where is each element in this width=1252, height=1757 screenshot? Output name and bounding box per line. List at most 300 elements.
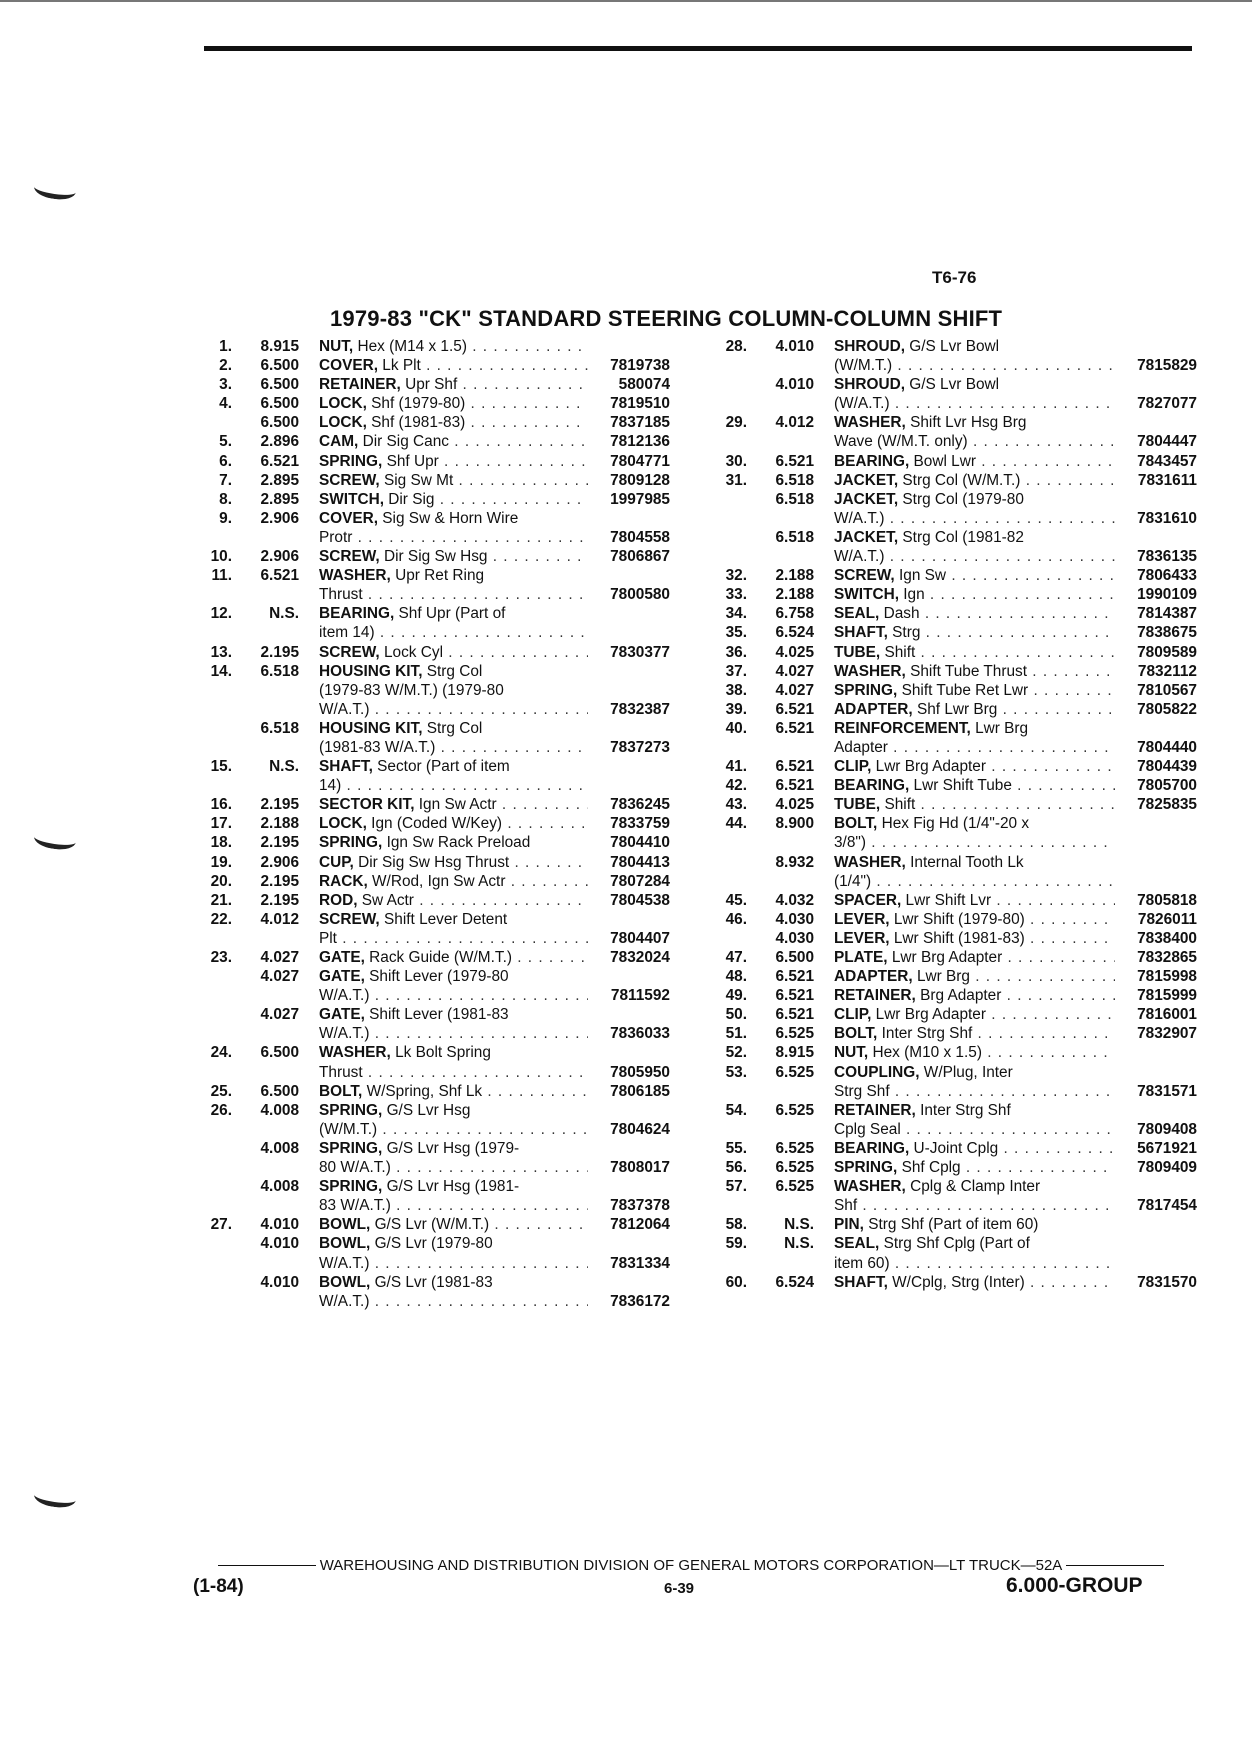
part-name: WASHER, (834, 414, 906, 432)
part-description (814, 1234, 1115, 1253)
part-name: SPRING, (319, 834, 383, 852)
parts-row (190, 1215, 670, 1234)
parts-row (190, 623, 670, 642)
parts-row (705, 853, 1197, 872)
part-name: LEVER, (834, 910, 890, 928)
part-detail: G/S Lvr Bowl (904, 338, 1000, 355)
item-number: 18. (210, 834, 232, 852)
item-number: 13. (210, 643, 232, 661)
parts-row (190, 662, 670, 681)
parts-row (190, 471, 670, 490)
part-number: 7804538 (588, 891, 670, 910)
part-description (299, 566, 588, 585)
part-number: 7832112 (1115, 662, 1197, 681)
part-description (299, 528, 588, 547)
part-detail: Ign Sw Actr (414, 796, 497, 814)
part-detail: Protr (319, 528, 353, 546)
part-number (588, 681, 670, 700)
part-detail: Shift Tube Ret Lwr (897, 681, 1029, 699)
part-number: 7836172 (588, 1292, 670, 1311)
part-name: NUT, (319, 338, 354, 355)
group-number (232, 1063, 299, 1082)
part-detail: Strg Col (W/M.T.) (898, 471, 1021, 489)
parts-row (705, 719, 1197, 738)
part-description (814, 929, 1115, 948)
parts-row (705, 776, 1197, 795)
part-detail: Shf (1981-83) (366, 414, 466, 432)
part-detail: (W/M.T.) (319, 1120, 378, 1138)
item-number: 35. (725, 624, 747, 642)
part-description (814, 528, 1115, 547)
parts-row (190, 585, 670, 604)
part-number: 1997985 (588, 490, 670, 509)
item-number (190, 967, 232, 986)
item-number (705, 432, 747, 451)
group-number: N.S. (784, 1235, 814, 1253)
group-number: 2.906 (260, 548, 299, 566)
item-number (190, 1234, 232, 1253)
part-detail: Shift Lever (1979-80 (364, 968, 509, 986)
part-number: 7805950 (588, 1063, 670, 1082)
parts-row (190, 1254, 670, 1273)
part-number: 7814387 (1115, 604, 1197, 623)
parts-row (705, 547, 1197, 566)
parts-row (705, 643, 1197, 662)
part-detail: Lwr Brg Adapter (871, 758, 986, 776)
group-number (232, 623, 299, 642)
group-number: 2.895 (260, 490, 299, 508)
part-description (814, 891, 1115, 910)
part-description (814, 1196, 1115, 1215)
parts-row (190, 967, 670, 986)
part-number: 7831610 (1115, 509, 1197, 528)
part-number: 7831611 (1115, 471, 1197, 490)
parts-row (190, 681, 670, 700)
part-detail: (W/A.T.) (834, 395, 890, 413)
parts-row (705, 1101, 1197, 1120)
part-description (814, 1063, 1115, 1082)
part-name: TUBE, (834, 796, 881, 814)
part-description (814, 1254, 1115, 1273)
item-number: 38. (725, 681, 747, 699)
item-number: 39. (725, 700, 747, 718)
part-description (299, 891, 588, 910)
part-description (299, 490, 588, 509)
part-name: SHAFT, (319, 758, 373, 776)
parts-row (190, 891, 670, 910)
part-description (299, 853, 588, 872)
part-number: 7838675 (1115, 623, 1197, 642)
parts-row (705, 432, 1197, 451)
item-number: 1. (219, 338, 232, 355)
item-number (190, 528, 232, 547)
group-number: 4.012 (260, 910, 299, 928)
parts-row (705, 929, 1197, 948)
part-detail: Shift (880, 643, 916, 661)
part-number: 7812136 (588, 432, 670, 451)
part-name: SPRING, (319, 452, 383, 470)
part-number (1115, 1254, 1197, 1273)
part-number: 7837378 (588, 1196, 670, 1215)
part-number: 7836135 (1115, 547, 1197, 566)
binder-hole-mark (33, 177, 77, 202)
item-number (190, 1254, 232, 1273)
item-number: 9. (219, 509, 232, 527)
group-number: 2.188 (775, 586, 814, 604)
part-number: 7812064 (588, 1215, 670, 1234)
part-detail: W/Plug, Inter (919, 1063, 1013, 1081)
item-number (705, 375, 747, 394)
part-number (1115, 853, 1197, 872)
parts-row (705, 662, 1197, 681)
part-description (814, 471, 1115, 490)
part-detail: G/S Lvr Hsg (1981- (382, 1178, 520, 1196)
item-number: 15. (210, 758, 232, 776)
part-number (588, 967, 670, 986)
part-detail: Dir Sig Sw Hsg (379, 548, 488, 566)
part-description (299, 795, 588, 814)
part-number (588, 757, 670, 776)
part-name: SHROUD, (834, 376, 905, 394)
part-number: 7838400 (1115, 929, 1197, 948)
group-number: 8.932 (775, 853, 814, 871)
group-number: 4.008 (260, 1178, 299, 1196)
item-number (705, 833, 747, 852)
part-description (814, 967, 1115, 986)
item-number (705, 929, 747, 948)
parts-row (190, 929, 670, 948)
part-number: 7843457 (1115, 452, 1197, 471)
item-number (190, 1273, 232, 1292)
parts-row (705, 910, 1197, 929)
part-number: 7819738 (588, 356, 670, 375)
part-name: REINFORCEMENT, (834, 719, 971, 737)
part-number: 7807284 (588, 872, 670, 891)
part-number: 1990109 (1115, 585, 1197, 604)
part-name: GATE, (319, 949, 365, 966)
part-detail: Lock Cyl (379, 643, 444, 661)
parts-row (190, 757, 670, 776)
parts-row (190, 1043, 670, 1062)
binder-hole-mark (33, 1485, 77, 1510)
item-number (705, 1120, 747, 1139)
part-number: 7806185 (588, 1082, 670, 1101)
group-number: 2.195 (260, 796, 299, 814)
item-number: 42. (725, 777, 747, 795)
part-description (814, 643, 1115, 662)
group-number: 8.915 (260, 338, 299, 355)
group-number: 6.521 (260, 452, 299, 470)
item-number: 7. (219, 471, 232, 489)
part-detail: Ign (Coded W/Key) (366, 815, 503, 833)
group-number: 4.032 (775, 891, 814, 909)
parts-list-right (705, 337, 1197, 1292)
part-number: 7832907 (1115, 1024, 1197, 1043)
group-number: 4.008 (260, 1139, 299, 1157)
part-detail: Lk Bolt Spring (390, 1044, 491, 1062)
part-number: 7831334 (588, 1254, 670, 1273)
parts-row (705, 623, 1197, 642)
item-number: 33. (725, 586, 747, 604)
part-description (299, 814, 588, 833)
part-number (588, 623, 670, 642)
group-number: 6.525 (775, 1159, 814, 1177)
group-number (232, 986, 299, 1005)
item-number: 32. (725, 567, 747, 585)
part-number (1115, 814, 1197, 833)
part-detail: Ign Sw (894, 567, 947, 585)
part-name: WASHER, (834, 853, 906, 871)
parts-row (190, 337, 670, 356)
part-description (814, 604, 1115, 623)
part-description (814, 681, 1115, 700)
part-detail: Strg Shf Cplg (Part of (879, 1235, 1030, 1253)
part-detail: Cplg Seal (834, 1120, 901, 1138)
parts-row (190, 872, 670, 891)
part-name: PIN, (834, 1216, 864, 1234)
part-description (299, 1273, 588, 1292)
part-name: BOWL, (319, 1216, 371, 1234)
part-number: 7831570 (1115, 1273, 1197, 1292)
item-number (190, 1196, 232, 1215)
part-detail: Strg Shf (834, 1082, 890, 1100)
part-name: JACKET, (834, 528, 899, 546)
parts-row (705, 814, 1197, 833)
part-detail: item 60) (834, 1254, 890, 1272)
part-detail: Sig Sw & Horn Wire (378, 509, 519, 527)
part-detail: W/Cplg, Strg (Inter) (887, 1273, 1025, 1291)
parts-row (705, 757, 1197, 776)
item-number: 6. (219, 452, 232, 470)
part-description (299, 1101, 588, 1120)
part-number (588, 604, 670, 623)
part-detail: Bowl Lwr (909, 452, 976, 470)
parts-row (190, 1292, 670, 1311)
part-name: SCREW, (319, 548, 380, 566)
group-number (232, 1120, 299, 1139)
part-name: ROD, (319, 891, 358, 909)
part-description (299, 1177, 588, 1196)
group-number (747, 547, 814, 566)
part-detail: 14) (319, 777, 342, 795)
part-number: 7815999 (1115, 986, 1197, 1005)
parts-row (705, 1005, 1197, 1024)
item-number: 59. (725, 1235, 747, 1253)
parts-row (705, 681, 1197, 700)
item-number: 56. (725, 1159, 747, 1177)
group-number: 4.010 (775, 376, 814, 394)
item-number (705, 1254, 747, 1273)
item-number: 14. (210, 662, 232, 680)
item-number: 51. (725, 1025, 747, 1043)
group-number (232, 585, 299, 604)
part-detail: Thrust (319, 586, 363, 604)
parts-row (705, 1063, 1197, 1082)
part-name: SCREW, (319, 643, 380, 661)
part-detail: Strg Col (1981-82 (898, 528, 1024, 546)
parts-row (705, 1082, 1197, 1101)
part-description (814, 1005, 1115, 1024)
part-description (814, 1043, 1115, 1062)
parts-row (705, 528, 1197, 547)
part-number (1115, 1234, 1197, 1253)
parts-row (705, 738, 1197, 757)
item-number: 23. (210, 949, 232, 966)
parts-row (705, 1024, 1197, 1043)
item-number: 21. (210, 891, 232, 909)
item-number: 49. (725, 987, 747, 1005)
item-number (705, 356, 747, 375)
group-number (232, 1254, 299, 1273)
parts-row (705, 452, 1197, 471)
group-number: 6.521 (775, 987, 814, 1005)
group-number: 4.027 (260, 949, 299, 966)
part-description (299, 509, 588, 528)
group-number: 6.521 (775, 1006, 814, 1024)
item-number: 4. (219, 395, 232, 413)
part-detail: W/A.T.) (319, 1025, 370, 1043)
part-number (588, 1101, 670, 1120)
parts-row (705, 1139, 1197, 1158)
part-description (814, 490, 1115, 509)
parts-row (705, 833, 1197, 852)
part-description (299, 1254, 588, 1273)
part-detail: Shf (834, 1197, 858, 1215)
group-number (747, 872, 814, 891)
parts-row (705, 356, 1197, 375)
item-number (190, 681, 232, 700)
part-description (814, 948, 1115, 967)
group-number: 6.500 (260, 357, 299, 375)
item-number (190, 776, 232, 795)
group-number (232, 528, 299, 547)
part-description (299, 375, 588, 394)
parts-row (190, 738, 670, 757)
part-detail: Shift Lvr Hsg Brg (905, 414, 1027, 432)
group-number: 6.521 (260, 567, 299, 585)
part-detail: Shf (1979-80) (366, 395, 466, 413)
part-description (814, 566, 1115, 585)
parts-row (705, 1254, 1197, 1273)
part-description (814, 872, 1115, 891)
item-number (190, 1005, 232, 1024)
header-rule (204, 46, 1192, 51)
group-number: 6.518 (260, 719, 299, 737)
item-number (190, 1292, 232, 1311)
part-number: 7825835 (1115, 795, 1197, 814)
group-number: 6.521 (775, 777, 814, 795)
parts-row (190, 1063, 670, 1082)
part-number: 7817454 (1115, 1196, 1197, 1215)
parts-row (190, 1120, 670, 1139)
part-description (814, 547, 1115, 566)
part-number: 7804410 (588, 833, 670, 852)
parts-row (705, 1158, 1197, 1177)
footer-date: (1-84) (193, 1576, 244, 1597)
parts-row (190, 1082, 670, 1101)
part-description (299, 623, 588, 642)
part-number: 7804407 (588, 929, 670, 948)
part-number (588, 719, 670, 738)
part-detail: Ign (898, 586, 925, 604)
parts-row (190, 375, 670, 394)
part-description (814, 432, 1115, 451)
item-number: 24. (210, 1044, 232, 1062)
part-description (814, 1120, 1115, 1139)
group-number (747, 738, 814, 757)
part-detail: Ign Sw Rack Preload (382, 834, 531, 852)
item-number: 44. (725, 815, 747, 833)
part-name: COVER, (319, 357, 379, 375)
part-name: LOCK, (319, 414, 367, 432)
part-description (299, 662, 588, 681)
part-name: BEARING, (834, 1139, 910, 1157)
group-number: 2.188 (775, 567, 814, 585)
parts-row (705, 967, 1197, 986)
part-number: 7804771 (588, 452, 670, 471)
part-name: ADAPTER, (834, 968, 913, 986)
part-description (814, 738, 1115, 757)
item-number: 41. (725, 758, 747, 776)
group-number: 2.195 (260, 643, 299, 661)
parts-row (190, 490, 670, 509)
group-number (747, 432, 814, 451)
item-number (705, 1196, 747, 1215)
part-description (299, 967, 588, 986)
part-number: 7815829 (1115, 356, 1197, 375)
item-number: 10. (210, 548, 232, 566)
part-description (299, 700, 588, 719)
part-number: 7806433 (1115, 566, 1197, 585)
part-description (299, 1215, 588, 1234)
group-number: 6.518 (775, 528, 814, 546)
part-number: 7809589 (1115, 643, 1197, 662)
item-number: 55. (725, 1139, 747, 1157)
part-description (299, 1139, 588, 1158)
part-number: 5671921 (1115, 1139, 1197, 1158)
group-number: 6.525 (775, 1101, 814, 1119)
item-number: 60. (725, 1273, 747, 1291)
item-number: 54. (725, 1101, 747, 1119)
part-description (814, 795, 1115, 814)
parts-row (190, 1024, 670, 1043)
parts-row (190, 719, 670, 738)
item-number: 37. (725, 662, 747, 680)
part-name: BOLT, (319, 1082, 363, 1100)
item-number: 31. (725, 471, 747, 489)
group-number (747, 833, 814, 852)
part-detail: Wave (W/M.T. only) (834, 433, 968, 451)
part-detail: Shf Lwr Brg (912, 700, 998, 718)
part-number (1115, 719, 1197, 738)
group-number: 6.521 (775, 452, 814, 470)
parts-row (705, 566, 1197, 585)
part-number (1115, 375, 1197, 394)
part-description (299, 356, 588, 375)
group-number (232, 700, 299, 719)
part-detail: Lk Plt (378, 357, 421, 375)
part-number: 7805818 (1115, 891, 1197, 910)
part-detail: W/A.T.) (834, 548, 885, 566)
page-title: 1979-83 "CK" STANDARD STEERING COLUMN-COLUMN SHIFT (330, 306, 1003, 331)
part-number: 7805822 (1115, 700, 1197, 719)
item-number: 45. (725, 891, 747, 909)
part-name: CUP, (319, 853, 354, 871)
part-description (299, 986, 588, 1005)
item-number: 57. (725, 1178, 747, 1196)
parts-row (705, 585, 1197, 604)
part-description (814, 833, 1115, 852)
